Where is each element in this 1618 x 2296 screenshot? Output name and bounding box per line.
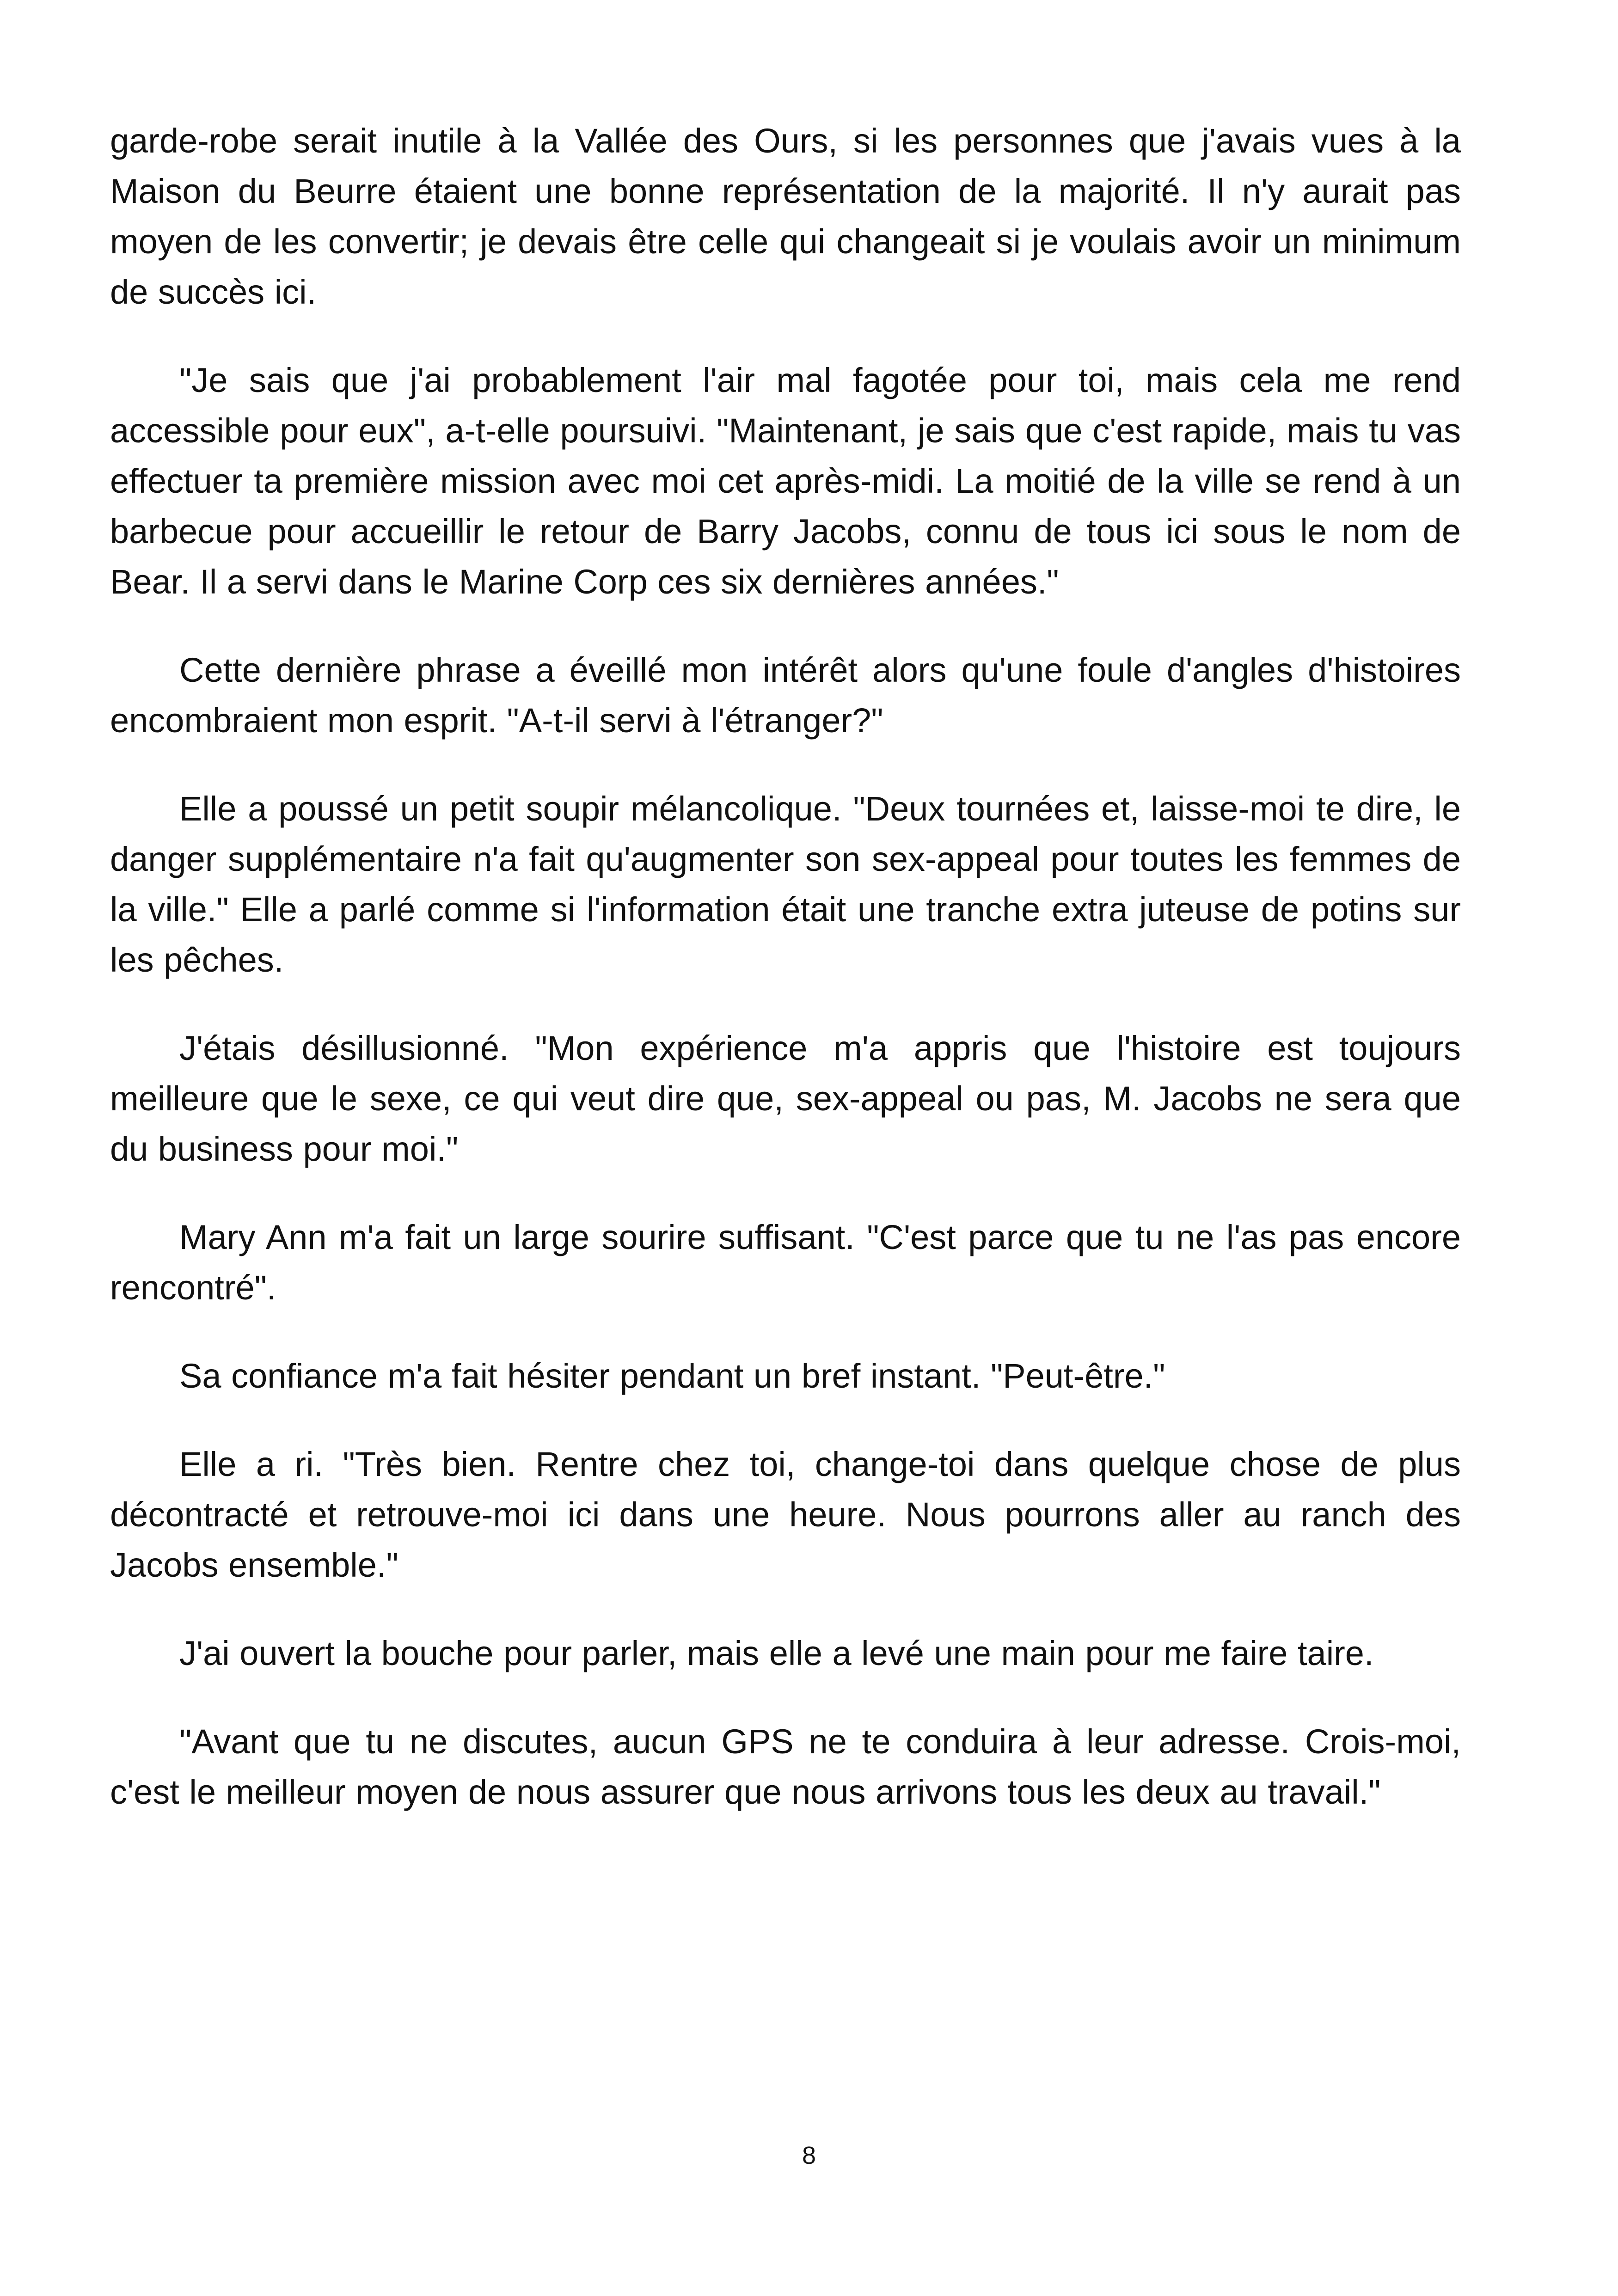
paragraph: "Avant que tu ne discutes, aucun GPS ne te conduira à leur adresse. Crois-moi, c'est le meilleur moyen de nous assurer que nous arrivons tous les deux au travail." (110, 1722, 1461, 1811)
paragraph: J'ai ouvert la bouche pour parler, mais elle a levé une main pour me faire taire. (179, 1634, 1374, 1672)
paragraph: J'étais désillusionné. "Mon expérience m'a appris que l'histoire est toujours meilleure que le sexe, ce qui veut dire que, sex-appeal ou pas, M. Jacobs ne sera que du business pour moi." (110, 1029, 1461, 1168)
paragraph: Elle a ri. "Très bien. Rentre chez toi, change-toi dans quelque chose de plus décontracté et retrouve-moi ici dans une heure. Nous pourrons aller au ranch des Jacobs ensemble." (110, 1445, 1461, 1584)
paragraph: garde-robe serait inutile à la Vallée des Ours, si les personnes que j'avais vues à la Maison du Beurre étaient une bonne représentation de la majorité. Il n'y aurait pas moyen de les convertir; je devais être celle qui changeait si je voulais avoir un minimum de succès ici. (110, 122, 1461, 311)
paragraph: Mary Ann m'a fait un large sourire suffisant. "C'est parce que tu ne l'as pas encore rencontré". (110, 1218, 1461, 1307)
body-text (110, 116, 1461, 1855)
paragraph: Elle a poussé un petit soupir mélancolique. "Deux tournées et, laisse-moi te dire, le danger supplémentaire n'a fait qu'augmenter son sex-appeal pour toutes les femmes de la ville." Elle a parlé comme si l'information était une tranche extra juteuse de potins sur les pêches. (110, 790, 1461, 979)
paragraph: Cette dernière phrase a éveillé mon intérêt alors qu'une foule d'angles d'histoires encombraient mon esprit. "A-t-il servi à l'étranger?" (110, 651, 1461, 740)
paragraph: Sa confiance m'a fait hésiter pendant un bref instant. "Peut-être." (179, 1357, 1165, 1395)
paragraph: "Je sais que j'ai probablement l'air mal fagotée pour toi, mais cela me rend accessible pour eux", a-t-elle poursuivi. "Maintenant, je sais que c'est rapide, mais tu vas effectuer ta première mission avec moi cet après-midi. La moitié de la ville se rend à un barbecue pour accueillir le retour de Barry Jacobs, connu de tous ici sous le nom de Bear. Il a servi dans le Marine Corp ces six dernières années." (110, 361, 1461, 601)
page-number: 8 (802, 2142, 816, 2169)
